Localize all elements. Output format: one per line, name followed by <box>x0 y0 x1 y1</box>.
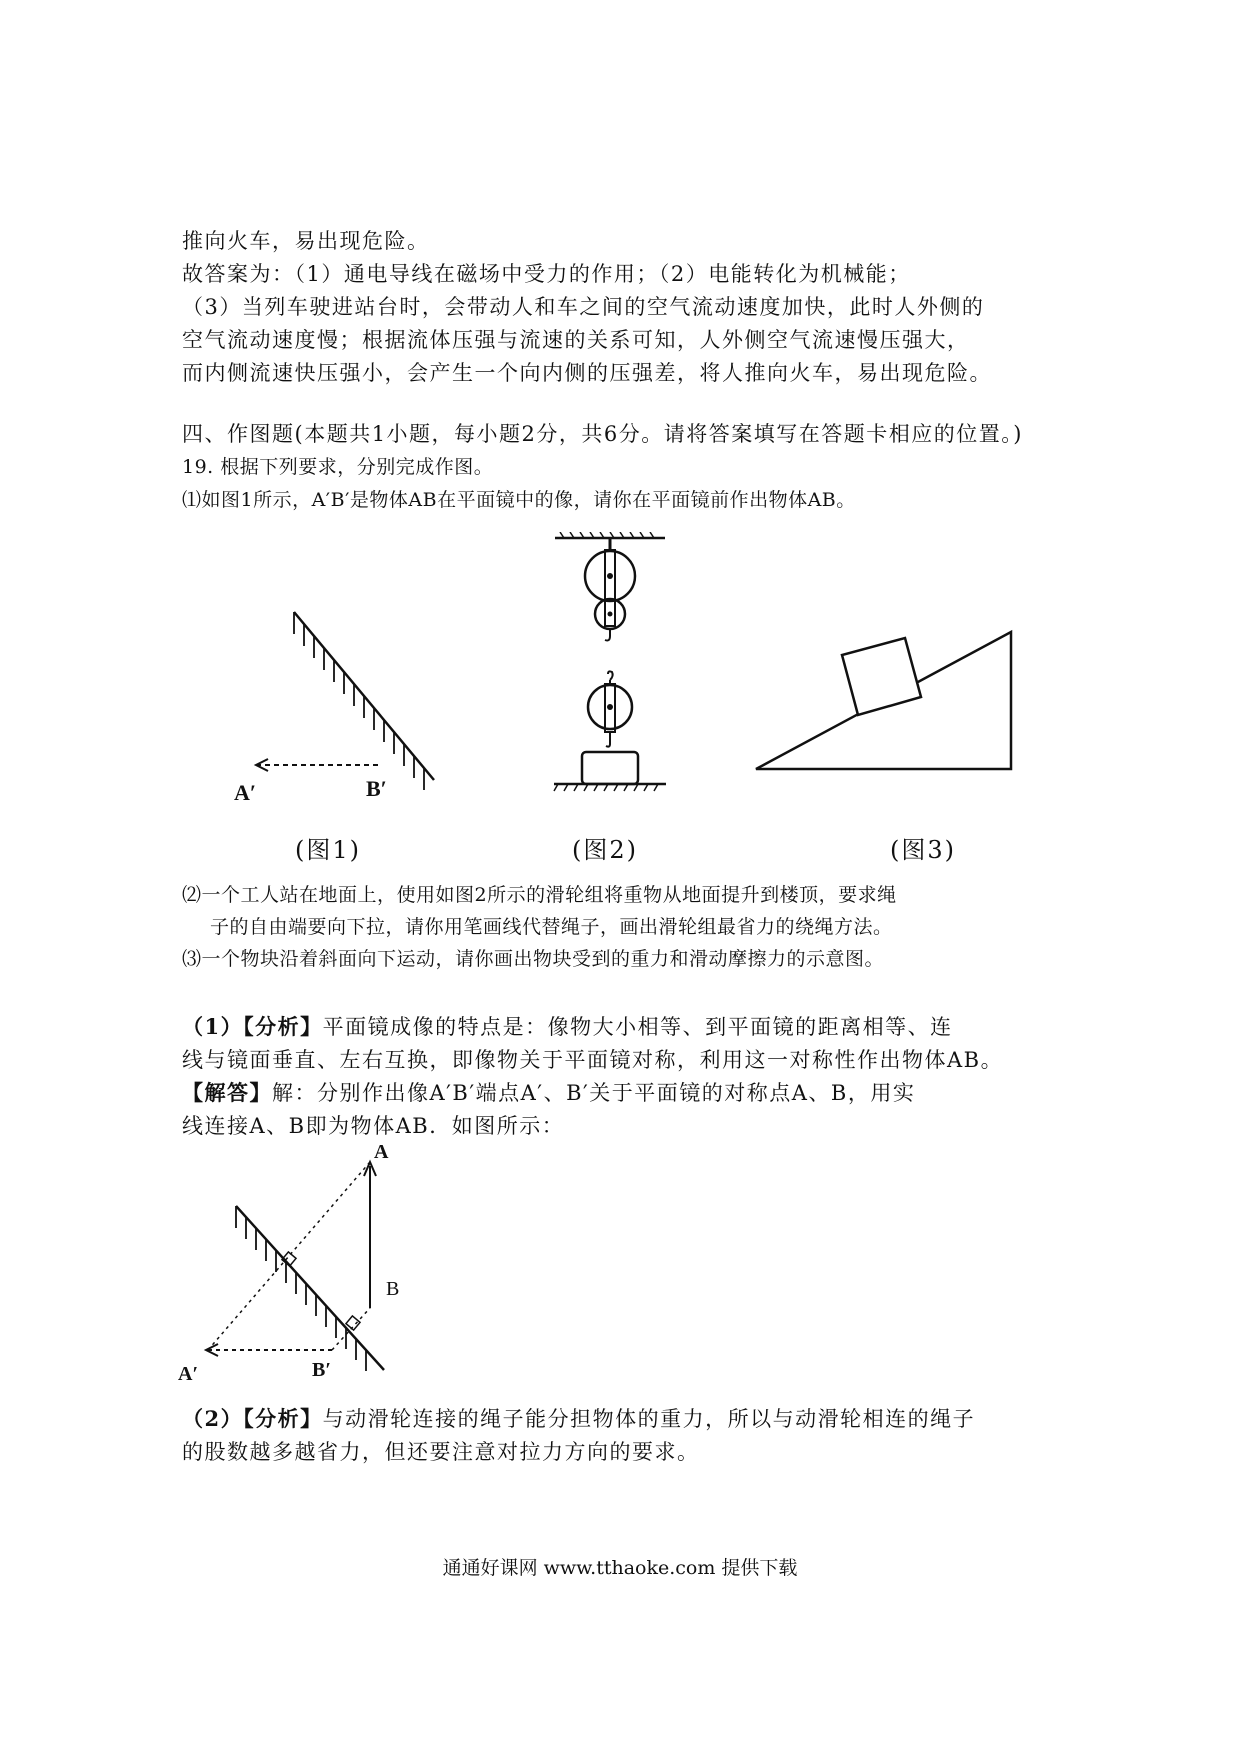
page-footer: 通通好课网 www.tthaoke.com 提供下载 <box>442 1557 798 1579</box>
fig1-caption: (图1) <box>295 836 361 864</box>
text-line-2: 故答案为：（1）通电导线在磁场中受力的作用；（2）电能转化为机械能； <box>182 262 911 286</box>
fig1-label-a-prime: A′ <box>234 780 257 805</box>
fig3-caption: (图3) <box>890 836 956 864</box>
answer2-analysis-cont: 的股数越多越省力，但还要注意对拉力方向的要求。 <box>182 1440 700 1464</box>
text-line-5: 而内侧流速快压强小，会产生一个向内侧的压强差，将人推向火车，易出现危险。 <box>182 361 992 385</box>
answer1-analysis-text: 平面镜成像的特点是：像物大小相等、到平面镜的距离相等、连 <box>322 1015 953 1039</box>
answer-figure <box>170 1140 430 1400</box>
question-intro: 19. 根据下列要求，分别完成作图。 <box>182 456 494 478</box>
answer1-solution-line <box>182 1078 915 1108</box>
question-part1: ⑴如图1所示，A′B′是物体AB在平面镜中的像，请你在平面镜前作出物体AB。 <box>182 489 856 511</box>
question-part3: ⑶一个物块沿着斜面向下运动，请你画出物块受到的重力和滑动摩擦力的示意图。 <box>182 948 885 970</box>
answer1-analysis-line <box>182 1012 953 1042</box>
answer-label-b-prime: B′ <box>312 1359 331 1381</box>
answer-label-a-prime: A′ <box>178 1363 199 1385</box>
answer1-analysis-lead: （1）【分析】 <box>182 1014 323 1039</box>
figure-3 <box>750 620 1020 780</box>
text-line-3: （3）当列车驶进站台时，会带动人和车之间的空气流动速度加快，此时人外侧的 <box>182 295 985 319</box>
text-line-4: 空气流动速度慢；根据流体压强与流速的关系可知，人外侧空气流速慢压强大， <box>182 328 970 352</box>
answer2-analysis-line <box>182 1404 975 1434</box>
section-heading: 四、作图题(本题共1小题，每小题2分，共6分。请将答案填写在答题卡相应的位置。) <box>182 422 1023 446</box>
answer1-solution-text: 解：分别作出像A′B′端点A′、B′关于平面镜的对称点A、B，用实 <box>272 1081 916 1105</box>
answer-label-a: A <box>374 1141 389 1163</box>
fig2-caption: (图2) <box>572 836 638 864</box>
answer1-solution-lead: 【解答】 <box>182 1080 272 1105</box>
figure-2 <box>550 532 670 812</box>
answer2-analysis-text: 与动滑轮连接的绳子能分担物体的重力，所以与动滑轮相连的绳子 <box>322 1407 976 1431</box>
answer1-solution-cont: 线连接A、B即为物体AB．如图所示： <box>182 1114 565 1138</box>
answer-label-b: B <box>386 1278 400 1300</box>
answer2-lead: （2）【分析】 <box>182 1406 323 1431</box>
figure-1 <box>220 600 450 820</box>
fig1-label-b-prime: B′ <box>366 776 387 801</box>
answer1-analysis-cont: 线与镜面垂直、左右互换，即像物关于平面镜对称，利用这一对称性作出物体AB。 <box>182 1048 1004 1072</box>
text-line-1: 推向火车，易出现危险。 <box>182 229 430 253</box>
question-part2-line1: ⑵一个工人站在地面上，使用如图2所示的滑轮组将重物从地面提升到楼顶，要求绳 <box>182 884 897 906</box>
question-part2-line2: 子的自由端要向下拉，请你用笔画线代替绳子，画出滑轮组最省力的绕绳方法。 <box>210 916 893 938</box>
